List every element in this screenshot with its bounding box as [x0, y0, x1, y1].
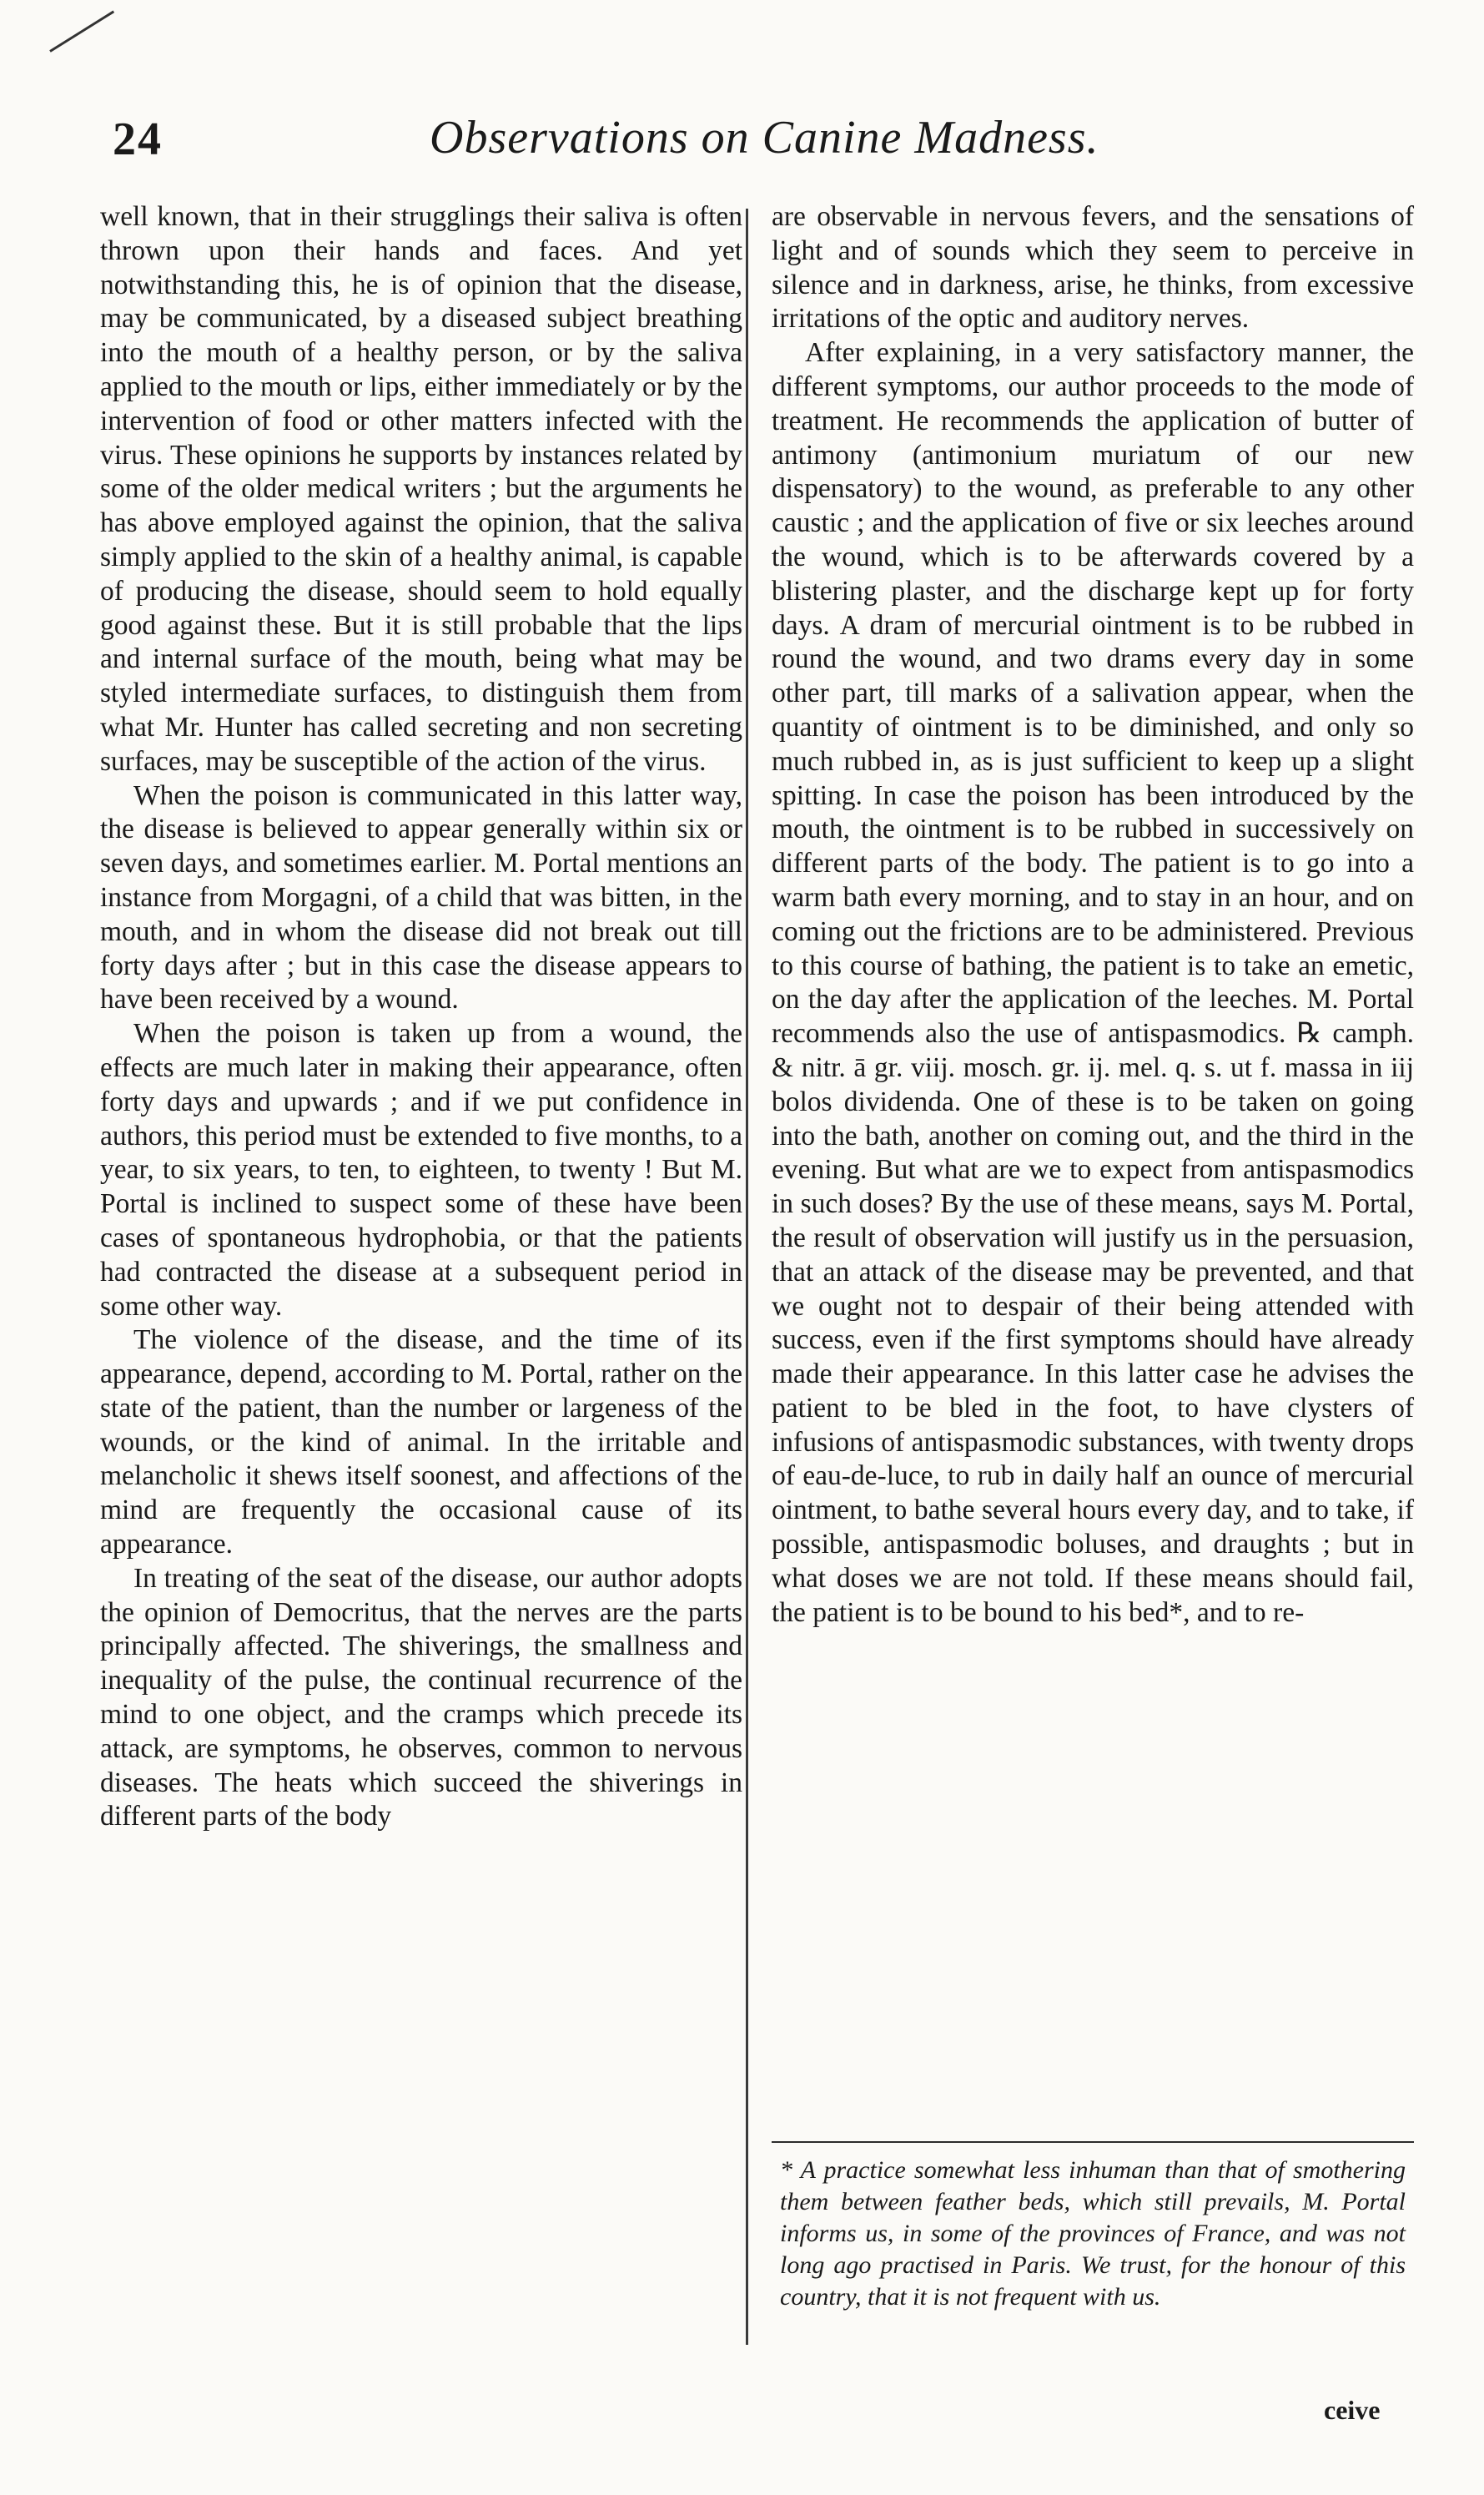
running-title: Observations on Canine Madness. — [430, 112, 1099, 164]
page-header — [0, 79, 1484, 163]
footnote-rule — [772, 2141, 1414, 2143]
right-paragraph-1: are observable in nervous fevers, and the sensations of light and of sounds which they seem to perceive in silence and in darkness, arise, he thinks, from excessive irritations of the optic and auditory nerves. — [772, 201, 1414, 335]
page-number: 24 — [113, 113, 163, 165]
corner-mark — [49, 11, 114, 53]
catchword: ceive — [1324, 2395, 1381, 2425]
right-column — [772, 200, 1414, 1630]
left-paragraph-4: The violence of the disease, and the time of its appearance, depend, according to M. Portal, rather on the state of the patient, than the number or largeness of the wounds, or the kind of animal. In the irritable and melancholic it shews itself soonest, and affections of the mind are frequently the occasional cause of its appearance. — [100, 1324, 742, 1560]
left-column — [100, 200, 742, 1834]
left-paragraph-5: In treating of the seat of the disease, our author adopts the opinion of Democritus, that the nerves are the parts principally affected. The shiverings, the smallness and inequality of the pulse, the continual recurrence of the mind to one object, and the cramps which precede its attack, are symptoms, he observes, common to nervous diseases. The heats which succeed the shiverings in different parts of the body — [100, 1562, 742, 1832]
left-paragraph-1: well known, that in their strugglings their saliva is often thrown upon their hands and faces. And yet notwithstanding this, he is of opinion that the disease, may be communicated, by a diseased subject breathing into the mouth of a healthy person, or by the saliva applied to the mouth or lips, either immediately or by the intervention of food or other matters infected with the virus. These opinions he supports by instances related by some of the older medical writers ; but the arguments he has above employed against the opinion, that the saliva simply applied to the skin of a healthy animal, is capable of producing the disease, should seem to hold equally good against these. But it is still probable that the lips and internal surface of the mouth, being what may be styled intermediate surfaces, to distinguish them from what Mr. Hunter has called secreting and non secreting surfaces, may be susceptible of the action of the virus. — [100, 201, 742, 777]
left-paragraph-2: When the poison is communicated in this latter way, the disease is believed to appear generally within six or seven days, and sometimes earlier. M. Portal mentions an instance from Morgagni, of a child that was bitten, in the mouth, and in whom the disease did not break out till forty days after ; but in this case the disease appears to have been received by a wound. — [100, 779, 742, 1016]
column-divider — [746, 209, 748, 2345]
right-paragraph-2: After explaining, in a very satisfactory manner, the different symptoms, our author proceeds to the mode of treatment. He recommends the application of butter of antimony (antimonium muriatum of our new dispensatory) to the wound, as preferable to any other caustic ; and the application of five or six leeches around the wound, which is to be afterwards covered by a blistering plaster, and the discharge kept up for forty days. A dram of mercurial ointment is to be rubbed in round the wound, and two drams every day in some other part, till marks of a salivation appear, when the quantity of ointment is to be diminished, and only so much rubbed in, as is just sufficient to keep up a slight spitting. In case the poison has been introduced by the mouth, the ointment is to be rubbed in successively on different parts of the body. The patient is to go into a warm bath every morning, and to stay in an hour, and on coming out the frictions are to be administered. Previous to this course of bathing, the patient is to take an emetic, on the day after the application of the leeches. M. Portal recommends also the use of antispasmodics. ℞ camph. & nitr. ā gr. viij. mosch. gr. ij. mel. q. s. ut f. massa in iij bolos dividenda. One of these is to be taken on going into the bath, another on coming out, and the third in the evening. But what are we to expect from antispasmodics in such doses? By the use of these means, says M. Portal, the result of observation will justify us in the persuasion, that an attack of the disease may be prevented, and that we ought not to despair of their being attended with success, even if the first symptoms should have already made their appearance. In this latter case he advises the patient to be bled in the foot, to have clysters of infusions of antispasmodic substances, with twenty drops of eau-de-luce, to rub in daily half an ounce of mercurial ointment, to bathe several hours every day, and to take, if possible, antispasmodic boluses, and draughts ; but in what doses we are not told. If these means should fail, the patient is to be bound to his bed*, and to re- — [772, 337, 1414, 1628]
left-paragraph-3: When the poison is taken up from a wound, the effects are much later in making their appearance, often forty days and upwards ; and if we put confidence in authors, this period must be extended to five months, to a year, to six years, to ten, to eighteen, to twenty ! But M. Portal is inclined to suspect some of these have been cases of spontaneous hydrophobia, or that the patients had contracted the disease at a subsequent period in some other way. — [100, 1018, 742, 1322]
footnote: * A practice somewhat less inhuman than that of smothering them between feather beds, which still prevails, M. Portal informs us, in some of the provinces of France, and was not long ago practised in Paris. We trust, for the honour of this country, that it is not frequent with us. — [780, 2156, 1406, 2311]
